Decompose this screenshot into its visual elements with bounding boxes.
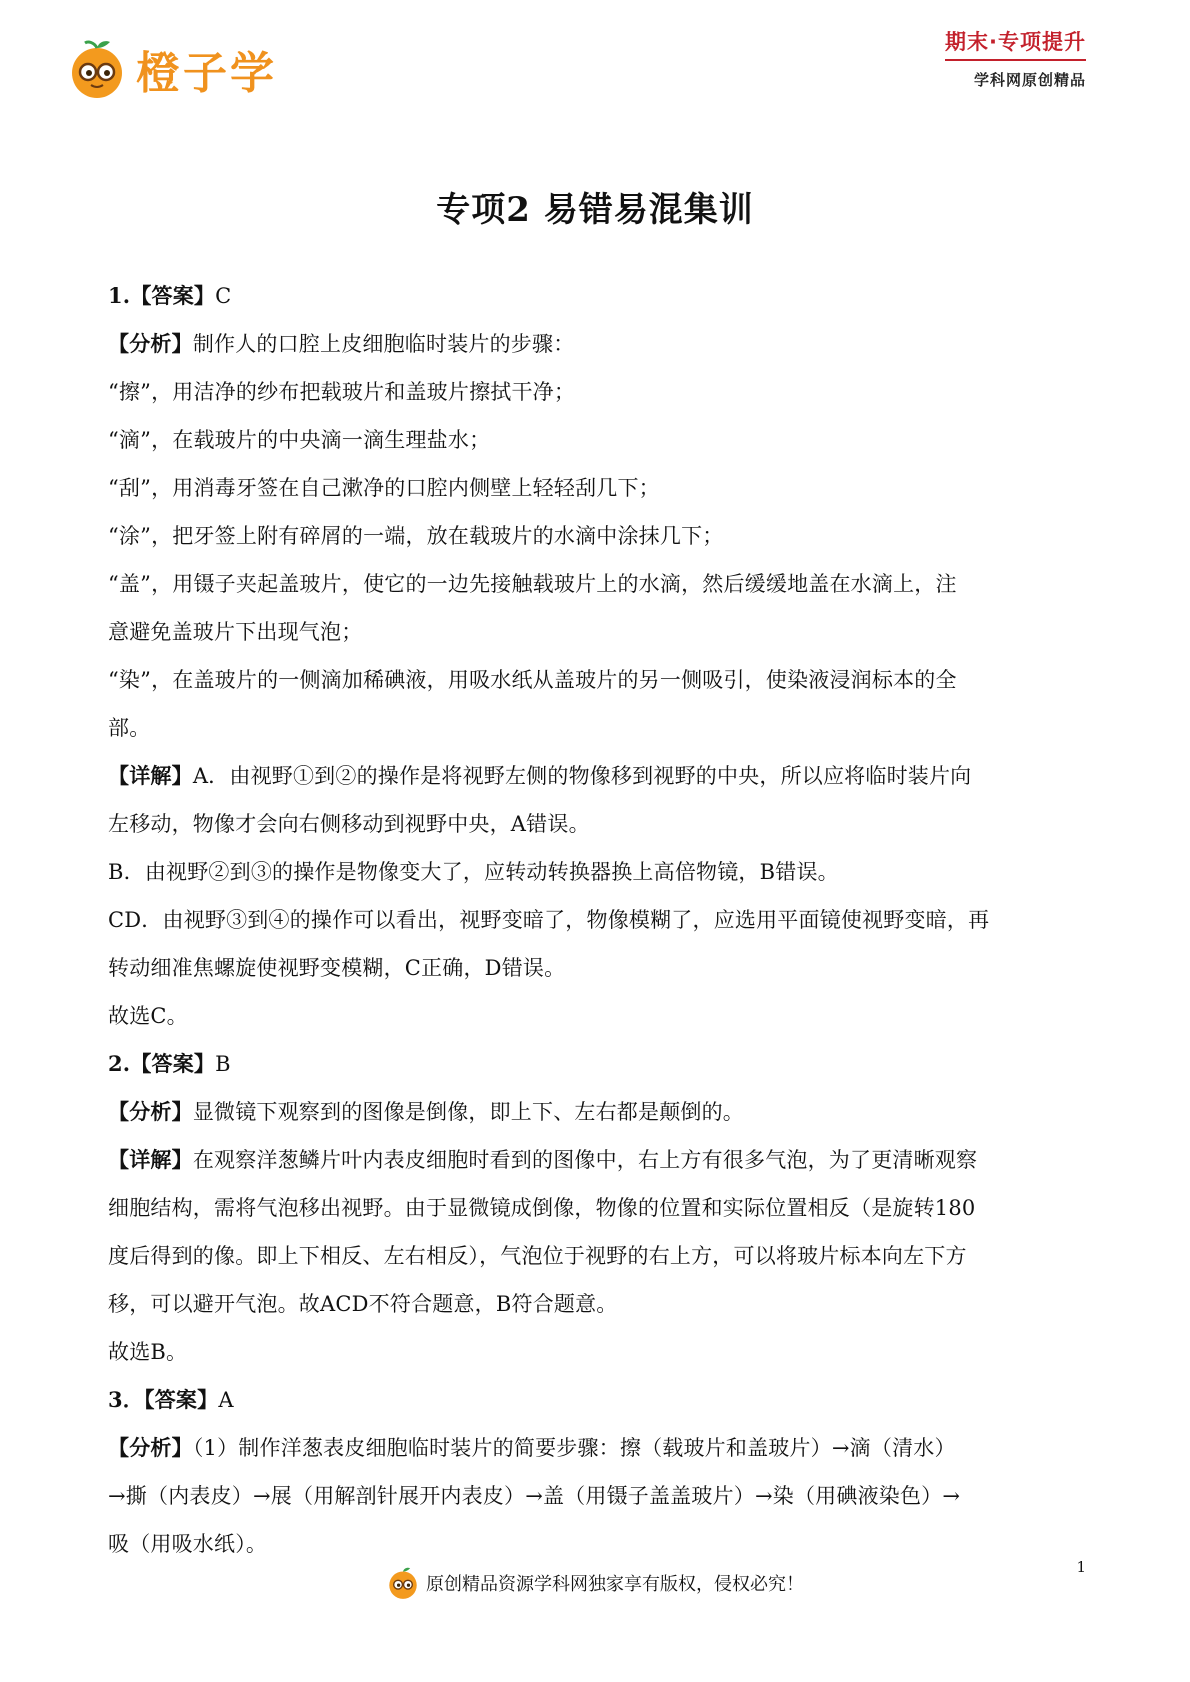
text-line: [108, 992, 1086, 1040]
text-line: [108, 1136, 1086, 1184]
badge-subtitle: 学科网原创精品: [973, 71, 1086, 89]
text-line: [108, 752, 1086, 800]
answer-content: [108, 272, 1086, 1568]
line-label: 【详解】: [108, 1147, 193, 1172]
line-text: B．由视野②到③的操作是物像变大了，应转动转换器换上高倍物镜，B错误。: [108, 860, 839, 884]
line-text: 左移动，物像才会向右侧移动到视野中央，A错误。: [108, 812, 590, 836]
line-text: “擦”，用洁净的纱布把载玻片和盖玻片擦拭干净；: [108, 380, 576, 404]
line-text: 故选B。: [108, 1340, 188, 1364]
line-text: 部。: [108, 716, 151, 740]
text-line: [108, 1040, 1086, 1088]
line-text: →撕（内表皮）→展（用解剖针展开内表皮）→盖（用镊子盖盖玻片）→染（用碘液染色）→: [108, 1484, 961, 1508]
text-line: [108, 272, 1086, 320]
text-line: [108, 560, 1086, 608]
line-text: 度后得到的像。即上下相反、左右相反），气泡位于视野的右上方，可以将玻片标本向左下方: [108, 1244, 967, 1268]
line-text: CD．由视野③到④的操作可以看出，视野变暗了，物像模糊了，应选用平面镜使视野变暗，再: [108, 908, 990, 932]
line-text: A．由视野①到②的操作是将视野左侧的物像移到视野的中央，所以应将临时装片向: [192, 764, 972, 788]
line-text: “刮”，用消毒牙签在自己漱净的口腔内侧壁上轻轻刮几下；: [108, 476, 660, 500]
line-text: “滴”，在载玻片的中央滴一滴生理盐水；: [108, 428, 491, 452]
text-line: [108, 896, 1086, 944]
brand-logo: [66, 34, 277, 104]
logo-text: 橙子学: [136, 48, 277, 99]
line-label: 【分析】: [108, 1435, 193, 1460]
line-text: 意避免盖玻片下出现气泡；: [108, 620, 363, 644]
series-badge: [926, 26, 1086, 90]
line-text: 细胞结构，需将气泡移出视野。由于显微镜成倒像，物像的位置和实际位置相反（是旋转180: [108, 1196, 976, 1220]
line-text: C: [215, 284, 232, 308]
text-line: [108, 608, 1086, 656]
line-label: 1.【答案】: [108, 283, 216, 308]
line-text: 转动细准焦螺旋使视野变模糊，C正确，D错误。: [108, 956, 566, 980]
line-label: 【详解】: [108, 763, 193, 788]
line-text: 故选C。: [108, 1004, 188, 1028]
text-line: [108, 464, 1086, 512]
text-line: [108, 1376, 1086, 1424]
line-text: “涂”，把牙签上附有碎屑的一端，放在载玻片的水滴中涂抹几下；: [108, 524, 724, 548]
text-line: [108, 800, 1086, 848]
page-number: 1: [1076, 1558, 1086, 1576]
text-line: [108, 1520, 1086, 1568]
line-label: 【分析】: [108, 331, 193, 356]
line-text: “染”，在盖玻片的一侧滴加稀碘液，用吸水纸从盖玻片的另一侧吸引，使染液浸润标本的全: [108, 668, 957, 692]
line-text: B: [215, 1052, 231, 1076]
text-line: [108, 1184, 1086, 1232]
line-text: “盖”，用镊子夹起盖玻片，使它的一边先接触载玻片上的水滴，然后缓缓地盖在水滴上，注: [108, 572, 957, 596]
line-text: （1）制作洋葱表皮细胞临时装片的简要步骤：擦（载玻片和盖玻片）→滴（清水）: [192, 1436, 956, 1460]
line-text: 移，可以避开气泡。故ACD不符合题意，B符合题意。: [108, 1292, 618, 1316]
line-text: A: [218, 1388, 234, 1412]
text-line: [108, 512, 1086, 560]
line-label: 2.【答案】: [108, 1051, 216, 1076]
line-text: 制作人的口腔上皮细胞临时装片的步骤：: [192, 332, 575, 356]
orange-mascot-icon: [66, 38, 128, 100]
document-title: 专项2 易错易混集训: [436, 190, 754, 230]
text-line: [108, 1088, 1086, 1136]
line-label: 【分析】: [108, 1099, 193, 1124]
badge-title: 期末·专项提升: [945, 26, 1086, 61]
text-line: [108, 1424, 1086, 1472]
text-line: [108, 1328, 1086, 1376]
copyright-text: 原创精品资源学科网独家享有版权，侵权必究！: [426, 1574, 804, 1595]
line-text: 吸（用吸水纸）。: [108, 1532, 268, 1556]
line-label: 3．【答案】: [108, 1387, 219, 1412]
copyright-footer: [0, 1566, 1190, 1600]
text-line: [108, 1232, 1086, 1280]
text-line: [108, 320, 1086, 368]
text-line: [108, 368, 1086, 416]
line-text: 在观察洋葱鳞片叶内表皮细胞时看到的图像中，右上方有很多气泡，为了更清晰观察: [192, 1148, 978, 1172]
text-line: [108, 416, 1086, 464]
text-line: [108, 704, 1086, 752]
orange-mascot-icon: [386, 1566, 420, 1600]
text-line: [108, 1280, 1086, 1328]
text-line: [108, 656, 1086, 704]
text-line: [108, 1472, 1086, 1520]
text-line: [108, 944, 1086, 992]
text-line: [108, 848, 1086, 896]
line-text: 显微镜下观察到的图像是倒像，即上下、左右都是颠倒的。: [192, 1100, 745, 1124]
